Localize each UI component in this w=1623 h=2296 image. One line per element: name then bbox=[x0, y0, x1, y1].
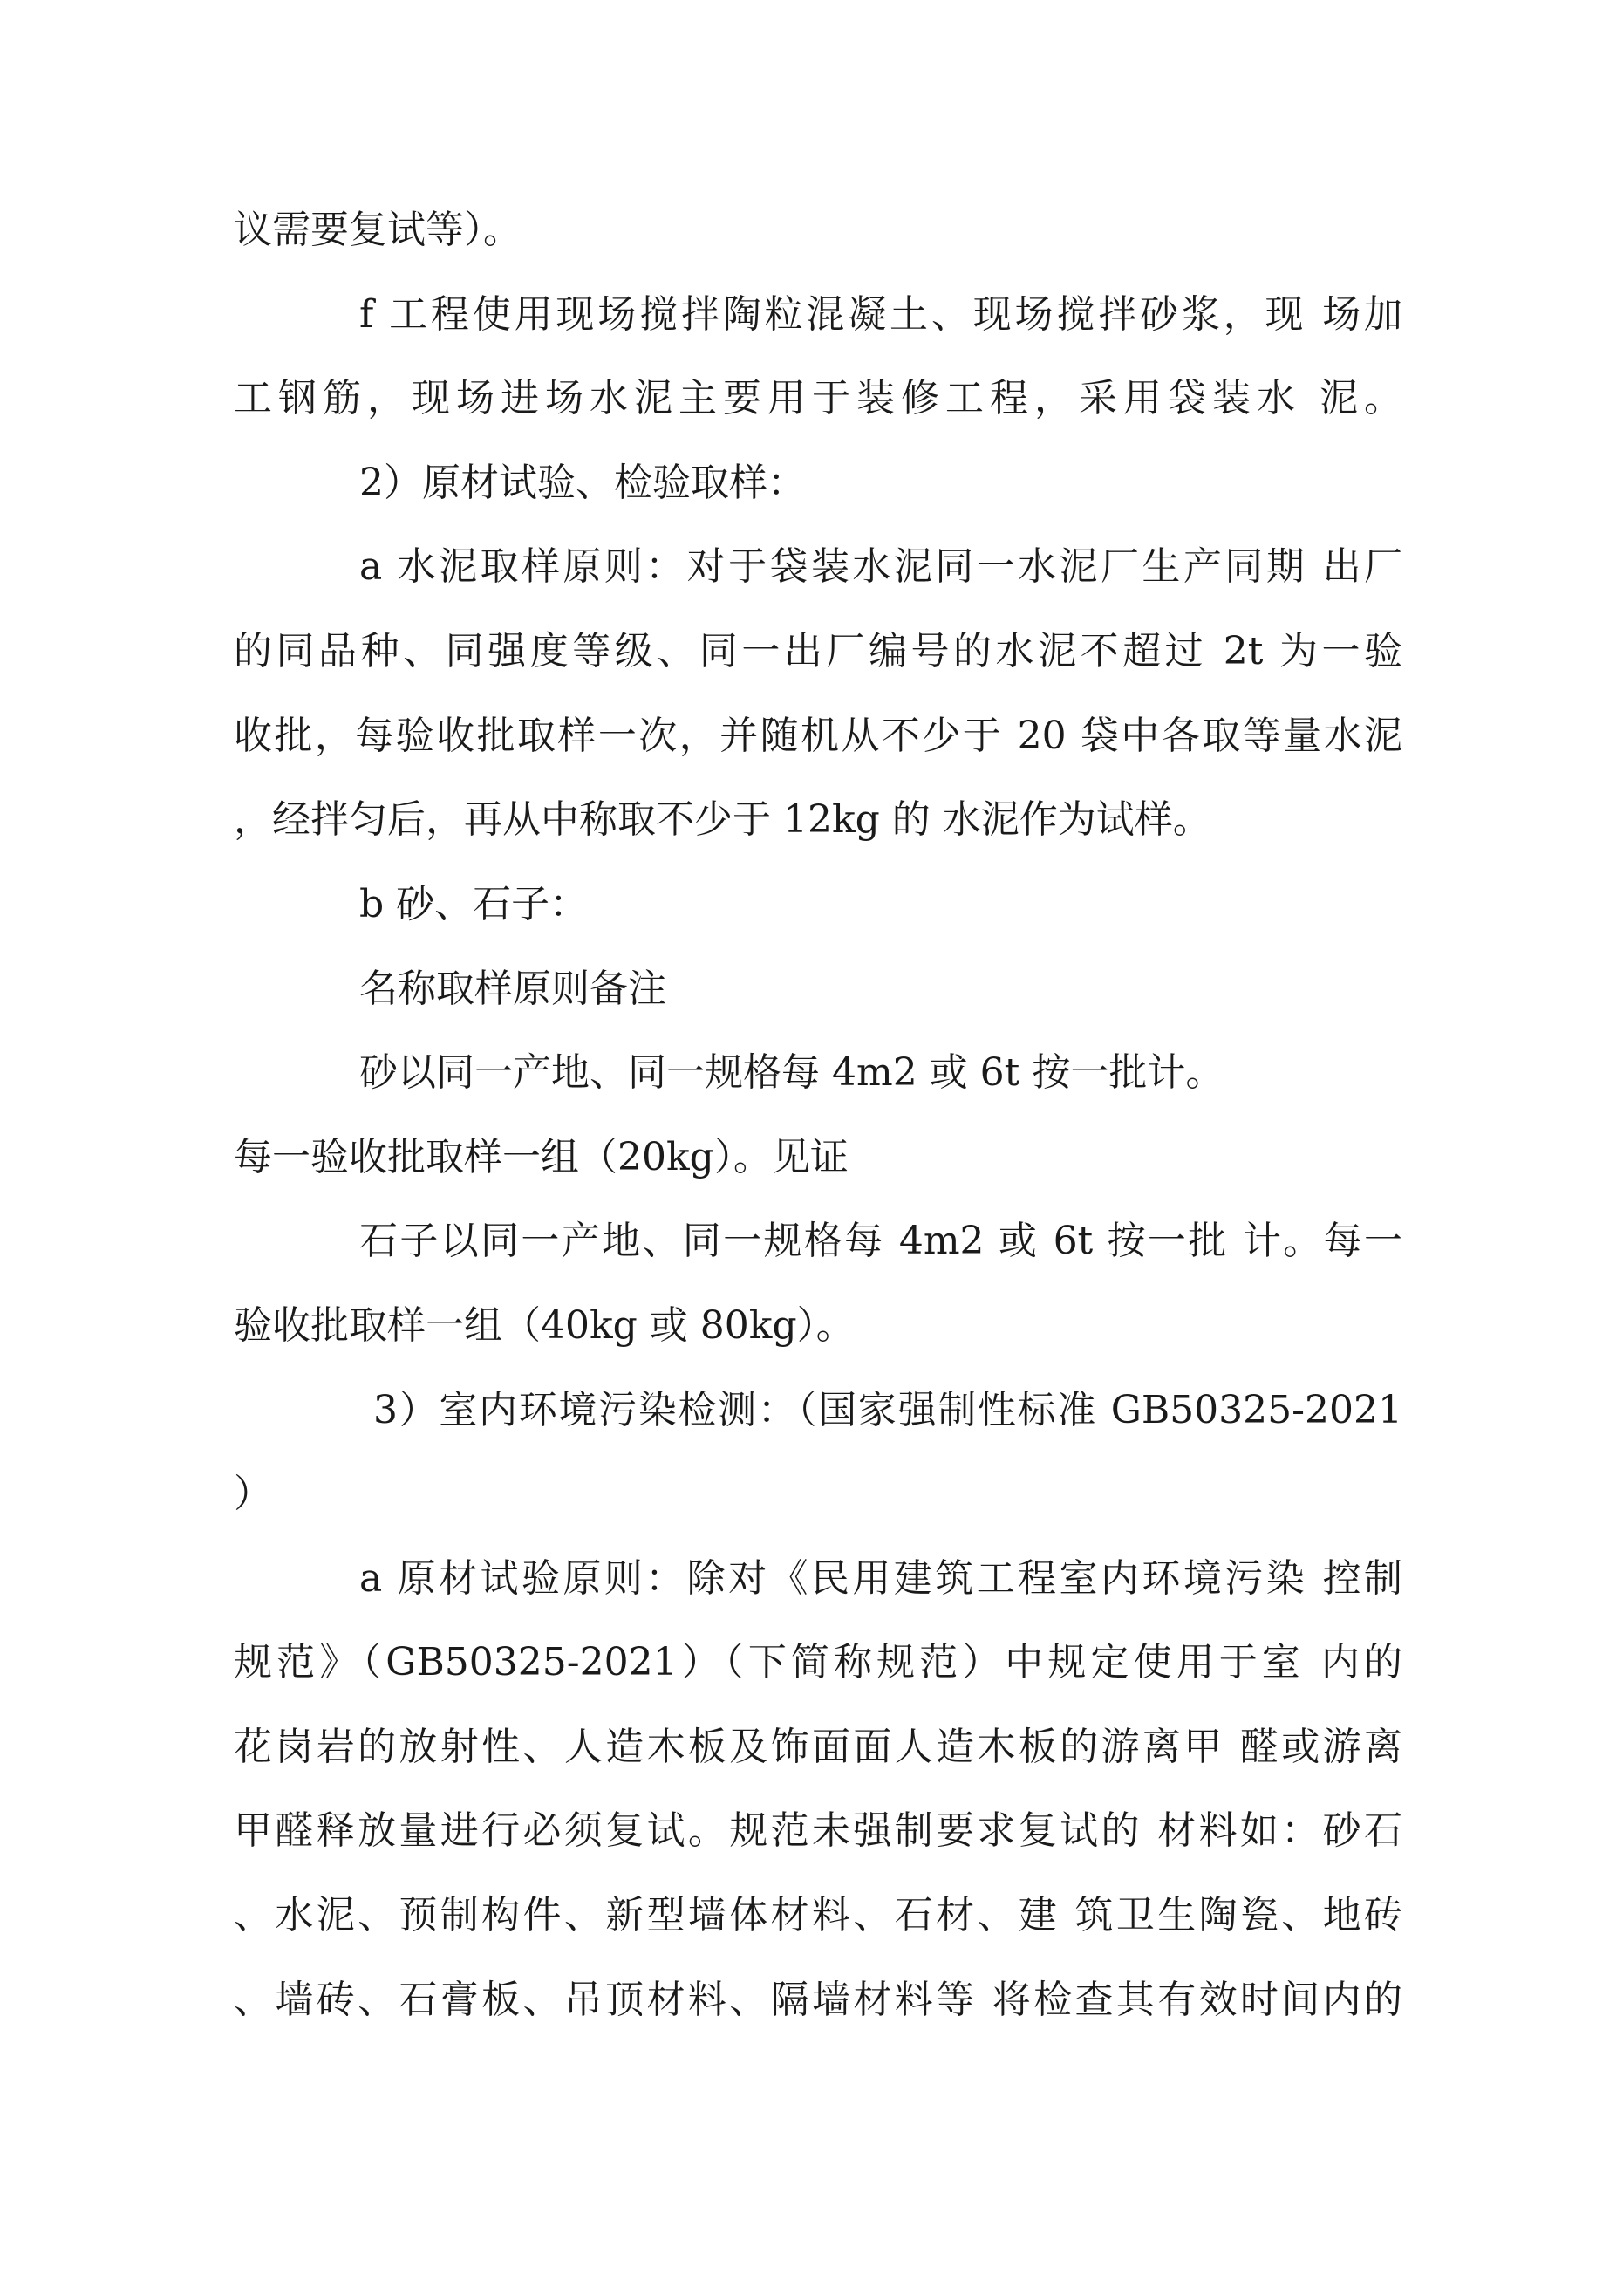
text-line: 砂以同一产地、同一规格每 4m2 或 6t 按一批计。 bbox=[359, 1050, 1224, 1095]
text-line: 的同品种、同强度等级、同一出厂编号的水泥不超过 2t 为一验 bbox=[234, 629, 1402, 673]
text-line: 每一验收批取样一组（20kg）。见证 bbox=[234, 1135, 849, 1179]
text-line: ，经拌匀后，再从中称取不少于 12kg 的 水泥作为试样。 bbox=[234, 797, 1211, 842]
text-line: 工钢筋，现场进场水泥主要用于装修工程，采用袋装水 泥。 bbox=[234, 376, 1402, 420]
text-line: ） bbox=[234, 1472, 272, 1516]
text-line: 甲醛释放量进行必须复试。规范未强制要求复试的 材料如：砂石 bbox=[234, 1808, 1402, 1853]
text-line: 2）原材试验、检验取样： bbox=[359, 461, 806, 505]
text-line: b 砂、石子： bbox=[359, 882, 589, 926]
text-line: 花岗岩的放射性、人造木板及饰面面人造木板的游离甲 醛或游离 bbox=[234, 1725, 1402, 1769]
text-line: f 工程使用现场搅拌陶粒混凝土、现场搅拌砂浆，现 场加 bbox=[359, 292, 1402, 337]
text-line: 、墙砖、石膏板、吊顶材料、隔墙材料等 将检查其有效时间内的 bbox=[234, 1978, 1402, 2022]
text-line: 、水泥、预制构件、新型墙体材料、石材、建 筑卫生陶瓷、地砖 bbox=[234, 1893, 1402, 1937]
text-line: a 原材试验原则：除对《民用建筑工程室内环境污染 控制 bbox=[359, 1556, 1402, 1601]
text-line: 规范》（GB50325-2021）（下简称规范）中规定使用于室 内的 bbox=[234, 1640, 1402, 1684]
text-line: 名称取样原则备注 bbox=[359, 967, 666, 1011]
text-line: a 水泥取样原则：对于袋装水泥同一水泥厂生产同期 出厂 bbox=[359, 544, 1402, 589]
text-line: 验收批取样一组（40kg 或 80kg）。 bbox=[234, 1303, 855, 1348]
text-line: 石子以同一产地、同一规格每 4m2 或 6t 按一批 计。每一 bbox=[359, 1219, 1402, 1263]
text-line: 收批，每验收批取样一次，并随机从不少于 20 袋中各取等量水泥 bbox=[234, 714, 1402, 758]
text-line: 3）室内环境污染检测：（国家强制性标准 GB50325-2021 bbox=[373, 1388, 1402, 1432]
text-line: 议需要复试等）。 bbox=[234, 208, 522, 252]
